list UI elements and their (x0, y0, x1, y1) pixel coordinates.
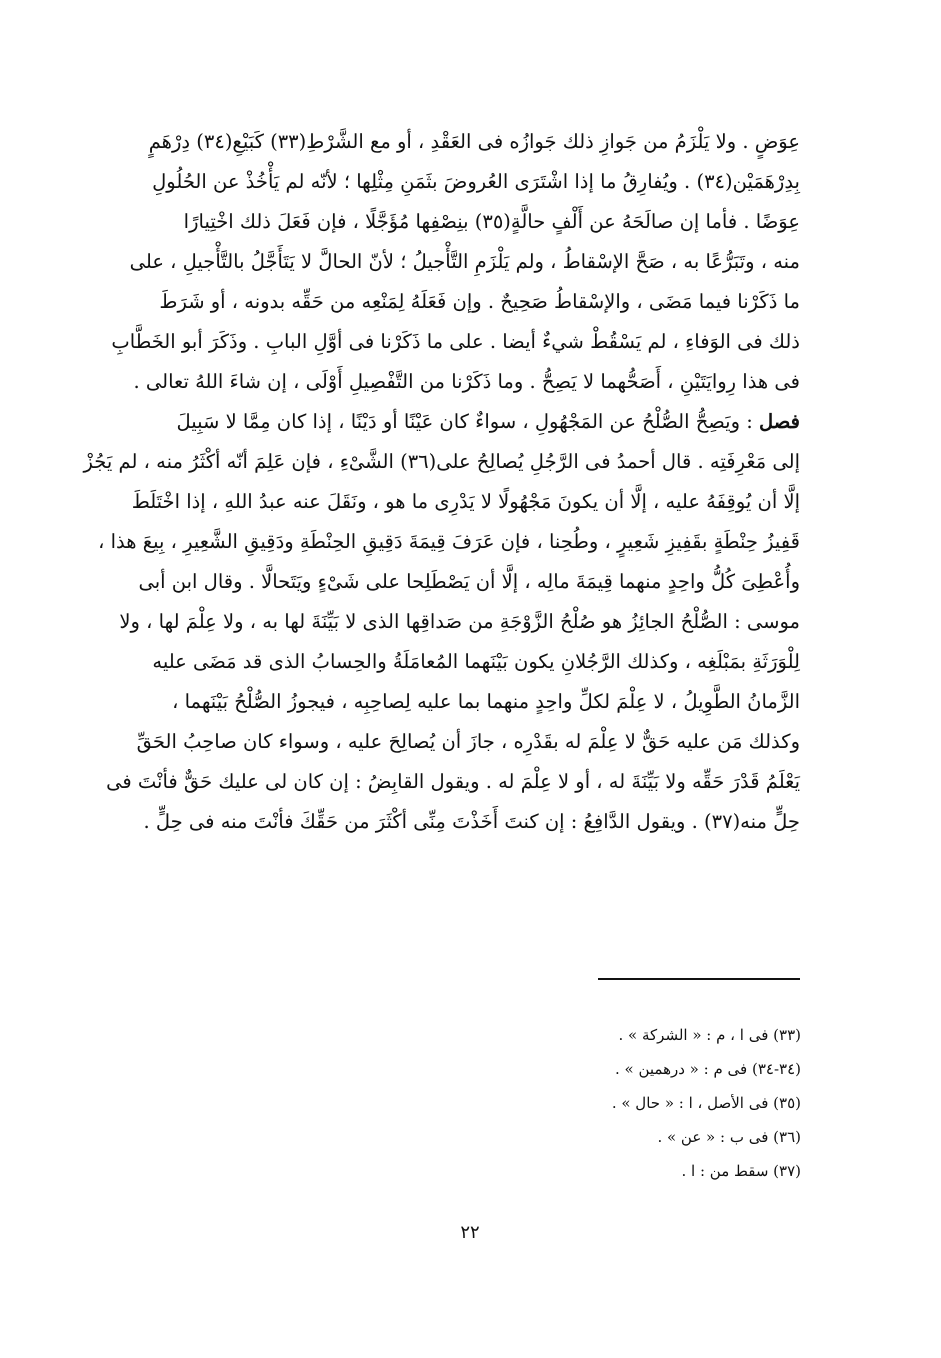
footnote: (٣٦) فى ب : « عن » . (657, 1128, 801, 1146)
footnote: (٣٣) فى ا ، م : « الشركة » . (618, 1026, 801, 1044)
footnote: (٣٤-٣٤) فى م : « درهمين » . (614, 1060, 801, 1078)
text-line: يَعْلَمُ قَدْرَ حَقِّه ولا بَيِّنَةَ له ، أو لا عِلْمَ له . ويقول القابِضُ : إن كان لى عليك حَقٌّ فأنْتَ فى (106, 770, 800, 793)
footnote: (٣٥) فى الأصل ، ا : « حال » . (611, 1094, 801, 1112)
text-line: لِلْوَرَثَةِ بمَبْلَغِه ، وكذلك الرَّجُلانِ يكون بَيْنَهما المُعامَلَةُ والحِسابُ الذى قد مَضَى عليه (152, 650, 800, 673)
text-line: وكذلك مَن عليه حَقٌّ لا عِلْمَ له بقَدْرِه ، جازَ أن يُصالِحَ عليه ، وسواء كان صاحِبُ الحَقِّ (136, 730, 800, 753)
section-heading-word: فصل (759, 410, 800, 433)
text-line: بِدِرْهَمَيْن(٣٤) . ويُفارِقُ ما إذا اشْتَرَى العُروضَ بثَمَنِ مِثْلِها ؛ لأنّه لم يَأْخُذْ عن الحُلُولِ (152, 170, 800, 193)
text-line: موسى : الصُّلْحُ الجائِزُ هو صُلْحُ الزَّوْجَةِ من صَداقِها الذى لا بَيِّنَةَ لها به ، ولا عِلْمَ لها ، ولا (119, 610, 800, 633)
text-line: ذلك فى الوَفاءِ ، لم يَسْقُطْ شيءٌ أيضا . على ما ذَكَرْنا فى أوَّلِ البابِ . وذَكَرَ أبو الخَطَّابِ (111, 330, 800, 353)
text-line: حِلٍّ منه(٣٧) . ويقول الدَّافِعُ : إن كنتَ أَخَذْتَ مِنِّى أكْثَرَ من حَقِّكَ فأنْتَ منه فى حِلٍّ . (143, 810, 800, 833)
footnote-separator (598, 978, 800, 980)
text-line: إلى مَعْرِفَتِه . قال أحمدُ فى الرَّجُلِ يُصالِحُ على(٣٦) الشَّىْءِ ، فإن عَلِمَ أنّه أكْثَرُ منه ، لم يَجُزْ (83, 450, 800, 473)
text-line: وأُعْطِىَ كُلُّ واحِدٍ منهما قِيمَةَ مالِه ، إلَّا أن يَصْطَلِحا على شَىْءٍ ويَتَحالَّا . وقال ابن أبى (138, 570, 800, 593)
text-line fasl-line: فصل : ويَصِحُّ الصُّلْحُ عن المَجْهُولِ ، سواءٌ كان عَيْنًا أو دَيْنًا ، إذا كان مِمَّا لا سَبِيلَ (176, 410, 800, 433)
footnotes (401, 1018, 801, 1188)
text-line: عِوَضٍ . ولا يَلْزَمُ من جَوازِ ذلك جَوازُه فى العَقْدِ ، أو مع الشَّرْطِ(٣٣) كَبَيْعِ(٣٤) دِرْهَمٍ (148, 130, 800, 153)
text-line: ما ذَكَرْنا فيما مَضَى ، والإسْقاطُ صَحِيحٌ . وإن فَعَلَهُ لِمَنْعِه من حَقِّه بدونه ، أو شَرَطَ (159, 290, 800, 313)
main-text-block (83, 122, 800, 842)
text-line: الزَّمانُ الطَّوِيلُ ، لا عِلْمَ لكلِّ واحِدٍ منهما بما عليه لِصاحِبِه ، فيجوزُ الصُّلْحُ بَيْنَهما ، (172, 690, 800, 713)
text-line: إلَّا أن يُوقِفَهُ عليه ، إلَّا أن يكونَ مَجْهُولًا لا يَدْرِى ما هو ، ونَقَلَ عنه عبدُ اللهِ ، إذا اخْتَلَطَ (131, 490, 800, 513)
text-line: قَفِيزُ حِنْطَةٍ بقَفِيزِ شَعِيرٍ ، وطُحِنا ، فإن عَرَفَ قِيمَةَ دَقِيقِ الحِنْطَةِ ودَقِيقِ الشَّعِيرِ ، بِيعَ هذا ، (98, 530, 800, 553)
page-number: ٢٢ (460, 1222, 480, 1243)
text-line: عِوَضًا . فأما إن صالَحَهُ عن أَلْفٍ حالَّةٍ(٣٥) بنِصْفِها مُؤَجَّلًا ، فإن فَعَلَ ذلك اخْتِيارًا (183, 210, 800, 233)
text-line: منه ، وتَبَرُّعًا به ، صَحَّ الإسْقاطُ ، ولم يَلْزَمِ التَّأْجيلُ ؛ لأنّ الحالَّ لا يَتَأَجَّلُ بالتَّأْجيلِ ، على (129, 250, 800, 273)
text-line: فى هذا رِوايَتَيْنِ ، أَصَحُّهما لا يَصِحُّ . وما ذَكَرْنا من التَّفْصِيلِ أَوْلَى ، إن شاءَ اللهُ تعالى . (133, 370, 800, 393)
footnote: (٣٧) سقط من : ا . (681, 1162, 801, 1180)
